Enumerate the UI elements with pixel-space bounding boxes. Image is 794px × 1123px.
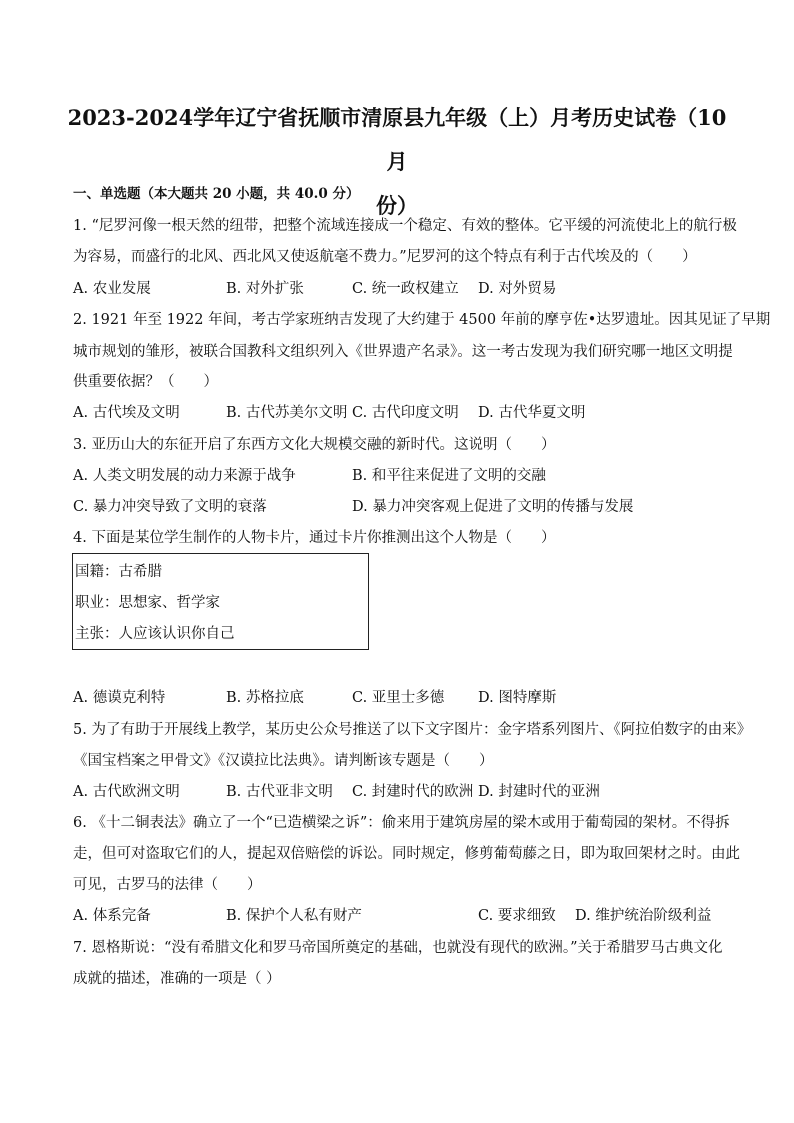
q4-line-1: 4. 下面是某位学生制作的人物卡片，通过卡片你推测出这个人物是（ ） <box>73 530 556 546</box>
q6-line-1: 6. 《十二铜表法》确立了一个“已造横梁之诉”：偷来用于建筑房屋的梁木或用于葡萄园的架材。不得拆 <box>73 815 730 831</box>
person-card <box>72 553 369 650</box>
q6-option-a: A. 体系完备 <box>73 908 151 924</box>
q4-option-b: B. 苏格拉底 <box>226 690 304 706</box>
exam-title <box>60 96 734 228</box>
q2-option-d: D. 古代华夏文明 <box>478 405 586 421</box>
q2-option-a: A. 古代埃及文明 <box>73 405 180 421</box>
q5-line-2: 《国宝档案之甲骨文》《汉谟拉比法典》。请判断该专题是（ ） <box>73 753 494 769</box>
q1-line-2: 为容易，而盛行的北风、西北风又使返航毫不费力。”尼罗河的这个特点有利于古代埃及的（ ） <box>73 249 697 265</box>
q2-options <box>73 402 738 424</box>
q3-options-row-2 <box>73 496 738 518</box>
q6-options <box>73 905 738 927</box>
q2-line-2: 城市规划的雏形，被联合国教科文组织列入《世界遗产名录》。这一考古发现为我们研究哪一地区文明提 <box>73 344 733 360</box>
card-occupation: 职业：思想家、哲学家 <box>75 595 220 611</box>
card-nationality: 国籍：古希腊 <box>75 564 162 580</box>
q5-options <box>73 781 738 803</box>
q1-options <box>73 278 738 300</box>
q5-option-b: B. 古代亚非文明 <box>226 784 333 800</box>
q4-option-a: A. 德谟克利特 <box>73 690 166 706</box>
q4-option-d: D. 图特摩斯 <box>478 690 557 706</box>
q5-option-d: D. 封建时代的亚洲 <box>478 784 600 800</box>
q1-option-a: A. 农业发展 <box>73 281 151 297</box>
section-heading: 一、单选题（本大题共 20 小题，共 40.0 分） <box>73 186 360 202</box>
q6-option-d: D. 维护统治阶级利益 <box>575 908 712 924</box>
q6-option-c: C. 要求细致 <box>478 908 556 924</box>
q3-option-c: C. 暴力冲突导致了文明的衰落 <box>73 499 267 515</box>
q6-line-3: 可见，古罗马的法律（ ） <box>73 877 262 893</box>
q3-options-row-1 <box>73 465 738 487</box>
q2-option-b: B. 古代苏美尔文明 <box>226 405 348 421</box>
q1-option-c: C. 统一政权建立 <box>352 281 459 297</box>
card-claim: 主张：人应该认识你自己 <box>75 626 235 642</box>
q1-option-b: B. 对外扩张 <box>226 281 304 297</box>
q2-line-1: 2. 1921 年至 1922 年间，考古学家班纳吉发现了大约建于 4500 年前的摩亨佐•达罗遗址。因其见证了早期 <box>73 312 771 328</box>
q4-options <box>73 687 738 709</box>
q3-option-d: D. 暴力冲突客观上促进了文明的传播与发展 <box>352 499 634 515</box>
q5-option-c: C. 封建时代的欧洲 <box>352 784 474 800</box>
q3-option-b: B. 和平往来促进了文明的交融 <box>352 468 546 484</box>
q6-option-b: B. 保护个人私有财产 <box>226 908 362 924</box>
q7-line-2: 成就的描述，准确的一项是（ ） <box>73 971 281 987</box>
q1-option-d: D. 对外贸易 <box>478 281 557 297</box>
q1-line-1: 1. “尼罗河像一根天然的纽带，把整个流域连接成一个稳定、有效的整体。它平缓的河流使北上的航行极 <box>73 218 737 234</box>
q2-line-3: 供重要依据？（ ） <box>73 374 218 390</box>
q7-line-1: 7. 恩格斯说：“没有希腊文化和罗马帝国所奠定的基础，也就没有现代的欧洲。”关于希腊罗马古典文化 <box>73 940 723 956</box>
q6-line-2: 走，但可对盗取它们的人，提起双倍赔偿的诉讼。同时规定，修剪葡萄藤之日，即为取回架材之时。由此 <box>73 846 740 862</box>
q5-line-1: 5. 为了有助于开展线上教学，某历史公众号推送了以下文字图片：金字塔系列图片、《阿拉伯数字的由来》 <box>73 722 752 738</box>
title-line-1: 2023-2024学年辽宁省抚顺市清原县九年级（上）月考历史试卷（10月 <box>67 105 727 174</box>
q5-option-a: A. 古代欧洲文明 <box>73 784 180 800</box>
q3-option-a: A. 人类文明发展的动力来源于战争 <box>73 468 296 484</box>
q2-option-c: C. 古代印度文明 <box>352 405 459 421</box>
q4-option-c: C. 亚里士多德 <box>352 690 445 706</box>
q3-line-1: 3. 亚历山大的东征开启了东西方文化大规模交融的新时代。这说明（ ） <box>73 437 556 453</box>
title-line-2: 份） <box>376 193 418 218</box>
